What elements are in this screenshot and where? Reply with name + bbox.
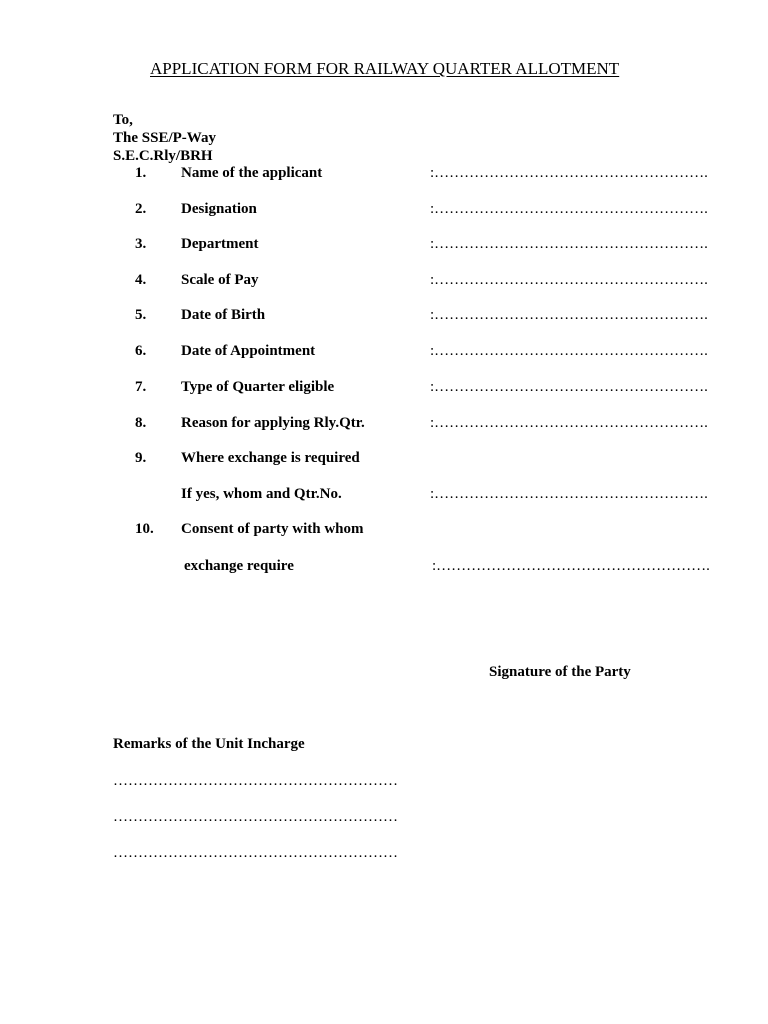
field-label: exchange require [184, 558, 294, 574]
remarks-line[interactable]: ………………………………………………… [113, 773, 398, 789]
address-salutation: To, [113, 112, 133, 128]
field-entry-blank[interactable]: :………………………………………………. [432, 558, 710, 574]
field-entry-blank[interactable]: :………………………………………………. [430, 165, 708, 181]
signature-label: Signature of the Party [489, 664, 631, 680]
field-entry-blank[interactable]: :………………………………………………. [430, 307, 708, 323]
field-entry-blank[interactable]: :………………………………………………. [430, 343, 708, 359]
field-label: Consent of party with whom [181, 521, 364, 537]
address-recipient: The SSE/P-Way [113, 130, 216, 146]
form-title: APPLICATION FORM FOR RAILWAY QUARTER ALLOTMENT [150, 59, 620, 78]
field-entry-blank[interactable]: :………………………………………………. [430, 236, 708, 252]
field-number: 4. [135, 272, 147, 288]
field-number: 10. [135, 521, 154, 537]
field-label: Where exchange is required [181, 450, 360, 466]
field-entry-blank[interactable]: :………………………………………………. [430, 415, 708, 431]
field-label: Name of the applicant [181, 165, 323, 181]
field-label: Department [181, 236, 259, 252]
field-number: 5. [135, 307, 147, 323]
address-location: S.E.C.Rly/BRH [113, 148, 213, 164]
field-number: 7. [135, 379, 147, 395]
field-entry-blank[interactable]: :………………………………………………. [430, 379, 708, 395]
field-label: Scale of Pay [181, 272, 259, 288]
field-number: 3. [135, 236, 147, 252]
field-label: Date of Appointment [181, 343, 316, 359]
field-entry-blank[interactable]: :………………………………………………. [430, 201, 708, 217]
field-entry-blank[interactable]: :………………………………………………. [430, 486, 708, 502]
field-label: Type of Quarter eligible [181, 379, 335, 395]
field-entry-blank[interactable]: :………………………………………………. [430, 272, 708, 288]
field-number: 1. [135, 165, 147, 181]
remarks-line[interactable]: ………………………………………………… [113, 845, 398, 861]
remarks-line[interactable]: ………………………………………………… [113, 809, 398, 825]
field-number: 6. [135, 343, 147, 359]
field-label: Designation [181, 201, 257, 217]
remarks-heading: Remarks of the Unit Incharge [113, 736, 305, 752]
field-number: 8. [135, 415, 147, 431]
field-label: Reason for applying Rly.Qtr. [181, 415, 365, 431]
field-label: If yes, whom and Qtr.No. [181, 486, 342, 502]
field-number: 9. [135, 450, 147, 466]
field-number: 2. [135, 201, 147, 217]
field-label: Date of Birth [181, 307, 266, 323]
